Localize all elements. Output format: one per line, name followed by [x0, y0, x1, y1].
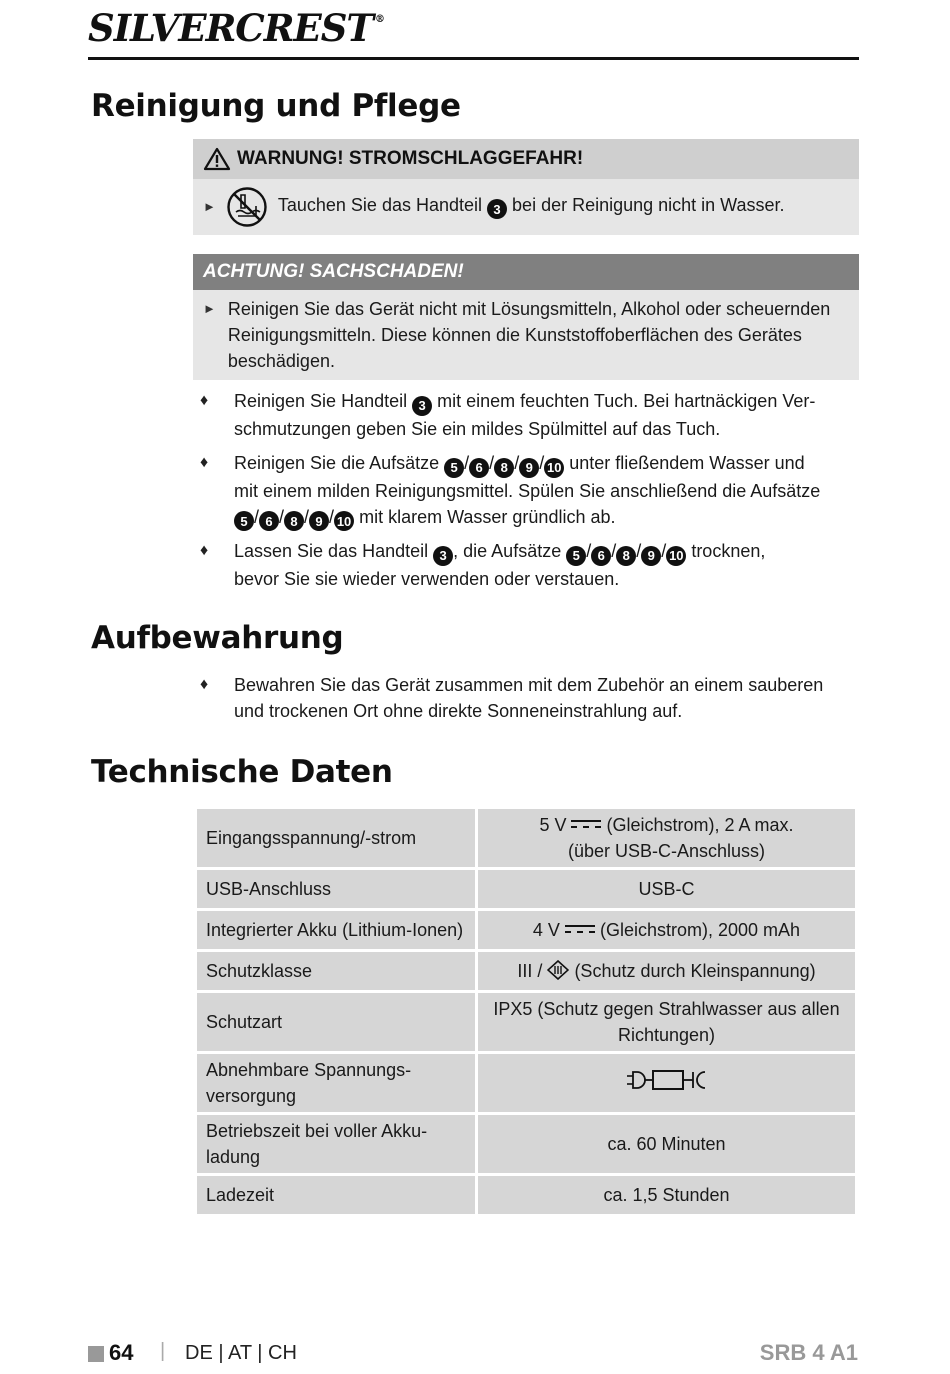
- spec-label: Abnehmbare Spannungs- versorgung: [197, 1054, 475, 1112]
- list-item: ♦ Lassen Sie das Handteil 3 , die Aufsätze 5 / 6 / 8 / 9 / 10 trocknen, bevor Sie sie wieder verwenden oder verstauen.: [200, 538, 860, 592]
- part-ref-badge: 5: [566, 546, 586, 566]
- part-ref-badge: 6: [591, 546, 611, 566]
- spec-label: USB-Anschluss: [197, 870, 475, 908]
- language-codes: DE | AT | CH: [185, 1342, 297, 1364]
- part-ref-badge: 5: [234, 511, 254, 531]
- part-ref-badge: 9: [309, 511, 329, 531]
- part-ref-badge: 3: [433, 546, 453, 566]
- table-row: [197, 1054, 855, 1112]
- diamond-bullet-icon: ♦: [200, 392, 209, 409]
- caution-text: Reinigen Sie das Gerät nicht mit Lösungsmitteln, Alkohol oder scheuernden Reinigungsmitteln. Diese können die Kunststoffoberflächen des Gerätes beschädigen.: [227, 299, 831, 371]
- table-row: [197, 809, 855, 867]
- spec-label: Eingangsspannung/-strom: [197, 809, 475, 867]
- spec-value: USB-C: [478, 870, 855, 908]
- table-row: [197, 1176, 855, 1214]
- table-row: [197, 911, 855, 949]
- page-footer: [88, 1340, 858, 1370]
- warning-header: [193, 139, 859, 179]
- spec-value: 4 V (Gleichstrom), 2000 mAh: [478, 911, 855, 949]
- table-row: [197, 870, 855, 908]
- warning-box: [193, 139, 859, 235]
- header-rule: [88, 57, 859, 60]
- arrow-bullet-icon: ►: [203, 301, 216, 316]
- arrow-bullet-icon: ►: [203, 199, 216, 214]
- table-row: [197, 993, 855, 1051]
- no-water-immersion-icon: [226, 186, 268, 228]
- spec-value: 5 V (Gleichstrom), 2 A max. (über USB-C-Anschluss): [478, 809, 855, 867]
- warning-triangle-icon: [203, 147, 231, 171]
- section-title-technical-data: Technische Daten: [91, 754, 393, 790]
- spec-label: Schutzart: [197, 993, 475, 1051]
- spec-value: III / (Schutz durch Kleinspannung): [478, 952, 855, 990]
- protection-class-iii-icon: [547, 960, 569, 980]
- part-ref-badge: 9: [641, 546, 661, 566]
- list-item: ♦ Reinigen Sie die Aufsätze 5 / 6 / 8 / 9 / 10 unter fließendem Wasser und mit einem milden Reinigungsmittel. Spülen Sie anschließend die Aufsätze 5 / 6 / 8 / 9 / 10 mit klarem Wasser gründlich ab.: [200, 450, 860, 531]
- spec-table: [194, 806, 858, 1217]
- diamond-bullet-icon: ♦: [200, 676, 209, 693]
- part-ref-badge: 8: [494, 458, 514, 478]
- diamond-bullet-icon: ♦: [200, 542, 209, 559]
- attachment-refs: 5 / 6 / 8 / 9 / 10: [234, 507, 359, 527]
- model-number: SRB 4 A1: [759, 1340, 858, 1365]
- warning-title: WARNUNG! STROMSCHLAGGEFAHR!: [237, 148, 584, 169]
- caution-body: [193, 290, 859, 380]
- page-marker-square: [88, 1346, 104, 1362]
- part-ref-badge: 10: [334, 511, 354, 531]
- part-ref-badge: 3: [412, 396, 432, 416]
- page-number: 64: [109, 1340, 134, 1365]
- caution-box: [193, 254, 859, 380]
- part-ref-badge: 6: [469, 458, 489, 478]
- brand-logo: [88, 6, 384, 50]
- warning-text: Tauchen Sie das Handteil 3 bei der Reinigung nicht in Wasser.: [278, 195, 785, 220]
- footer-separator: |: [160, 1340, 166, 1362]
- spec-value: [478, 1054, 855, 1112]
- spec-value: ca. 1,5 Stunden: [478, 1176, 855, 1214]
- direct-current-icon: [571, 818, 601, 830]
- section-title-cleaning: Reinigung und Pflege: [91, 88, 461, 124]
- spec-label: Betriebszeit bei voller Akku- ladung: [197, 1115, 475, 1173]
- brand-name: SILVERCREST: [88, 6, 373, 50]
- table-row: [197, 1115, 855, 1173]
- attachment-refs: 5 / 6 / 8 / 9 / 10: [444, 453, 569, 473]
- attachment-refs: 5 / 6 / 8 / 9 / 10: [566, 541, 691, 561]
- spec-label: Integrierter Akku (Lithium-Ionen): [197, 911, 475, 949]
- spec-label: Schutzklasse: [197, 952, 475, 990]
- caution-header: ACHTUNG! SACHSCHADEN!: [193, 254, 859, 290]
- part-ref-badge: 5: [444, 458, 464, 478]
- table-row: [197, 952, 855, 990]
- spec-label: Ladezeit: [197, 1176, 475, 1214]
- registered-mark: ®: [374, 14, 384, 25]
- spec-value: ca. 60 Minuten: [478, 1115, 855, 1173]
- spec-value: IPX5 (Schutz gegen Strahlwasser aus allen Richtungen): [478, 993, 855, 1051]
- part-ref-badge: 6: [259, 511, 279, 531]
- list-item: ♦ Reinigen Sie Handteil 3 mit einem feuchten Tuch. Bei hartnäckigen Ver- schmutzungen geben Sie ein mildes Spülmittel auf das Tuch.: [200, 388, 860, 442]
- diamond-bullet-icon: ♦: [200, 454, 209, 471]
- part-ref-badge: 10: [666, 546, 686, 566]
- part-ref-badge: 10: [544, 458, 564, 478]
- part-ref-badge: 8: [284, 511, 304, 531]
- part-ref-badge: 8: [616, 546, 636, 566]
- list-item: ♦ Bewahren Sie das Gerät zusammen mit dem Zubehör an einem sauberen und trockenen Ort ohne direkte Sonneneinstrahlung auf.: [200, 672, 860, 724]
- direct-current-icon: [565, 923, 595, 935]
- part-ref-badge: 9: [519, 458, 539, 478]
- warning-body: [193, 179, 859, 235]
- detachable-power-supply-icon: [625, 1067, 709, 1093]
- part-ref-badge: 3: [487, 199, 507, 219]
- section-title-storage: Aufbewahrung: [91, 620, 344, 656]
